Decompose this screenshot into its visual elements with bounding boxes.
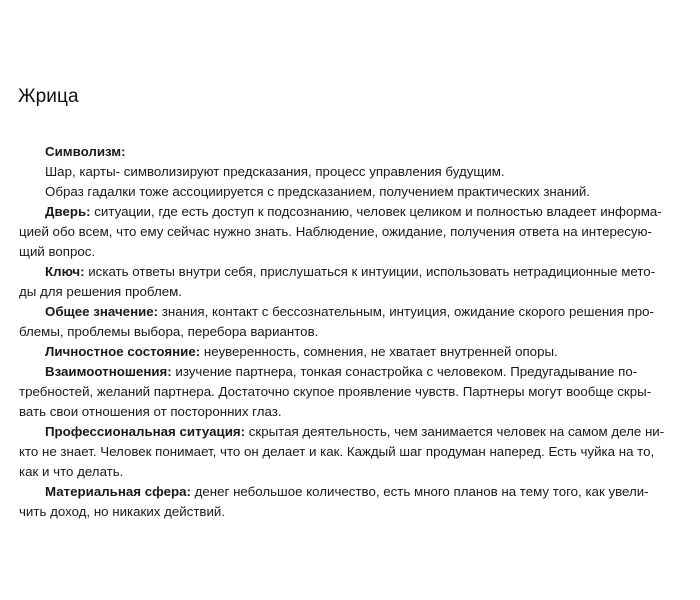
text-line xyxy=(19,382,685,402)
section-text: ситуации, где есть доступ к подсознанию, человек целиком и полностью владеет информа- xyxy=(90,204,662,219)
section-label: Профессиональная ситуация: xyxy=(45,424,246,439)
section-label: Общее значение: xyxy=(45,304,159,319)
text-line xyxy=(45,262,685,282)
section-text: блемы, проблемы выбора, перебора вариантов. xyxy=(19,324,319,339)
text-line xyxy=(45,182,685,202)
text-line xyxy=(19,402,685,422)
text-line xyxy=(19,322,685,342)
section-label: Символизм: xyxy=(45,144,126,159)
section-text: неуверенность, сомнения, не хватает внутренней опоры. xyxy=(200,344,558,359)
text-line xyxy=(19,222,685,242)
section-text: Шар, карты- символизируют предсказания, процесс управления будущим. xyxy=(45,164,505,179)
text-line xyxy=(45,362,685,382)
text-line xyxy=(45,142,685,162)
document-body xyxy=(19,142,685,522)
section-text: искать ответы внутри себя, прислушаться к интуиции, использовать нетрадиционные мето- xyxy=(84,264,656,279)
text-line xyxy=(19,242,685,262)
section-text: требностей, желаний партнера. Достаточно скупое проявление чувств. Партнеры могут вообще скры- xyxy=(19,384,652,399)
section-text: кто не знает. Человек понимает, что он делает и как. Каждый шаг продуман наперед. Есть чуйка на то, xyxy=(19,444,655,459)
section-label: Личностное состояние: xyxy=(45,344,201,359)
text-line xyxy=(45,482,685,502)
section-label: Взаимоотношения: xyxy=(45,364,172,379)
section-text: чить доход, но никаких действий. xyxy=(19,504,226,519)
section-label: Дверь: xyxy=(45,204,91,219)
section-text: Образ гадалки тоже ассоциируется с предсказанием, получением практических знаний. xyxy=(45,184,591,199)
text-line xyxy=(45,302,685,322)
section-text: ды для решения проблем. xyxy=(19,284,182,299)
text-line xyxy=(45,422,685,442)
text-line xyxy=(45,162,685,182)
section-text: цией обо всем, что ему сейчас нужно знать. Наблюдение, ожидание, получения ответа на интересую- xyxy=(19,224,652,239)
section-text: щий вопрос. xyxy=(19,244,96,259)
text-line xyxy=(45,202,685,222)
section-text: изучение партнера, тонкая сонастройка с человеком. Предугадывание по- xyxy=(171,364,638,379)
text-line xyxy=(19,502,685,522)
text-line xyxy=(19,442,685,462)
text-line xyxy=(19,282,685,302)
section-label: Материальная сфера: xyxy=(45,484,191,499)
section-text: денег небольшое количество, есть много планов на тему того, как увели- xyxy=(190,484,649,499)
section-text: как и что делать. xyxy=(19,464,124,479)
section-text: скрытая деятельность, чем занимается человек на самом деле ни- xyxy=(245,424,665,439)
text-line xyxy=(45,342,685,362)
section-text: знания, контакт с бессознательным, интуиция, ожидание скорого решения про- xyxy=(158,304,654,319)
page-title: Жрица xyxy=(18,86,79,107)
section-text: вать свои отношения от посторонних глаз. xyxy=(19,404,282,419)
text-line xyxy=(19,462,685,482)
section-label: Ключ: xyxy=(45,264,85,279)
